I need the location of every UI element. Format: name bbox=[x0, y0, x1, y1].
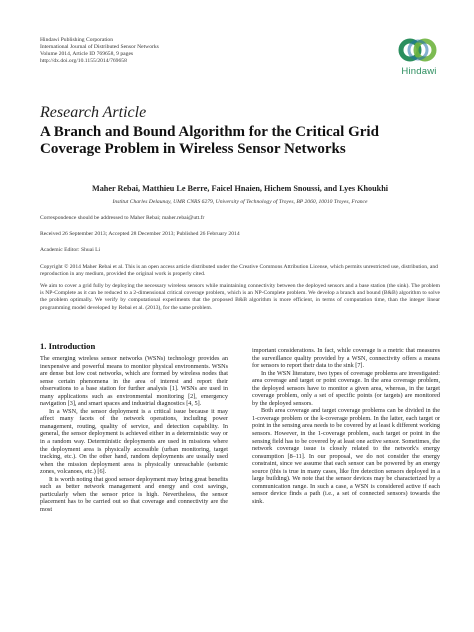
academic-editor: Academic Editor: Shuai Li bbox=[40, 247, 101, 253]
correspondence: Correspondence should be addressed to Maher Rebai; maher.rebai@utt.fr bbox=[40, 215, 205, 221]
left-column bbox=[40, 355, 228, 513]
paragraph: It is worth noting that good sensor deployment may bring great benefits such as better network management and energy and cost savings, particularly when the sensor price is high. Nevertheless, the sensor placement has to be carried out so that coverage and connectivity are the most bbox=[40, 475, 228, 513]
hindawi-logo-icon bbox=[396, 34, 440, 66]
article-dates: Received 26 September 2013; Accepted 28 December 2013; Published 26 February 2014 bbox=[40, 231, 240, 237]
copyright-notice: Copyright © 2014 Maher Rebai et al. This is an open access article distributed under the Creative Commons Attribution License, which permits unrestricted use, distribution, and reproduction in any medium, provided the original work is properly cited. bbox=[40, 264, 438, 278]
hindawi-logo-text: Hindawi bbox=[401, 66, 437, 77]
doi-link[interactable]: http://dx.doi.org/10.1155/2014/769658 bbox=[40, 58, 127, 64]
affiliation: Institut Charles Delaunay, UMR CNRS 6279, University of Technology of Troyes, BP 2060, 10010 Troyes, France bbox=[112, 199, 368, 205]
right-column bbox=[252, 347, 440, 505]
journal-line: International Journal of Distributed Sensor Networks bbox=[40, 44, 159, 50]
volume-line: Volume 2014, Article ID 769658, 9 pages bbox=[40, 51, 134, 57]
paragraph: The emerging wireless sensor networks (WSNs) technology provides an inexpensive and powerful means to monitor physical environments. WSNs are dense but low cost networks, which are formed by wireless nodes that sense certain phenomena in the area of interest and report their observations to a base station for further analysis [1]. WSNs are used in many applications such as environmental monitoring [2], emergency navigation [3], and smart spaces and industrial diagnostics [4, 5]. bbox=[40, 355, 228, 408]
paragraph: In the WSN literature, two types of coverage problems are investigated: area coverage and target or point coverage. In the area coverage problem, the deployed sensors have to monitor a given area, whereas, in the target coverage problem, only a set of specific points (or targets) are monitored by the deployed sensors. bbox=[252, 369, 440, 407]
article-type: Research Article bbox=[40, 104, 147, 121]
paragraph: In a WSN, the sensor deployment is a critical issue because it may affect many facets of the network operations, including power management, routing, quality of service, and detection capability. In general, the sensor deployment is achieved either in a deterministic way or in a random way. Deterministic deployments are used in missions where the deployment area is physically accessible (urban monitoring, target tracking, etc.). On the other hand, random deployments are usually used when the mission deployment area is physically unreachable (seismic zones, volcanoes, etc.) [6]. bbox=[40, 407, 228, 476]
paragraph: important considerations. In fact, while coverage is a metric that measures the surveillance quality provided by a WSN, connectivity offers a means for sensors to report their data to the sink [7]. bbox=[252, 347, 440, 370]
article-title: A Branch and Bound Algorithm for the Critical Grid Coverage Problem in Wireless Sensor Networks bbox=[40, 124, 379, 157]
hindawi-logo bbox=[396, 34, 440, 66]
publisher-line: Hindawi Publishing Corporation bbox=[40, 37, 114, 43]
author-list: Maher Rebai, Matthieu Le Berre, Faicel Hnaien, Hichem Snoussi, and Lyes Khoukhi bbox=[91, 184, 389, 193]
abstract: We aim to cover a grid fully by deploying the necessary wireless sensors while maintaining connectivity between the deployed sensors and a base station (the sink). The problem is NP-Complete as it can be reduced to a 2-dimensional critical coverage problem, which is an NP-Complete problem. We develop a branch and bound (B&B) algorithm to solve the problem optimally. We verify by computational experiments that the proposed B&B algorithm is more efficient, in terms of computation time, than the integer linear programming model developed by Rebai et al. (2013), for the same problem. bbox=[40, 283, 440, 311]
paragraph: Both area coverage and target coverage problems can be divided in the 1-coverage problem or the k-coverage problem. In the latter, each target or point in the sensing area needs to be covered by at least k different working sensors. However, in the 1-coverage problem, each target or point in the sensing field has to be covered by at least one active sensor. Sometimes, the network coverage issue is closely related to the network's energy consumption [8–11]. In our proposal, we do not consider the energy constraint, since we assume that each sensor can be powered by an energy source (this is true in many cases, like fire detection sensors deployed in a large building). We note that the sensor devices may be characterized by a communication range. In such a case, a WSN is considered active if each sensor device finds a path (i.e., a set of connected sensors) towards the sink. bbox=[252, 407, 440, 505]
section-heading: 1. Introduction bbox=[40, 341, 96, 351]
